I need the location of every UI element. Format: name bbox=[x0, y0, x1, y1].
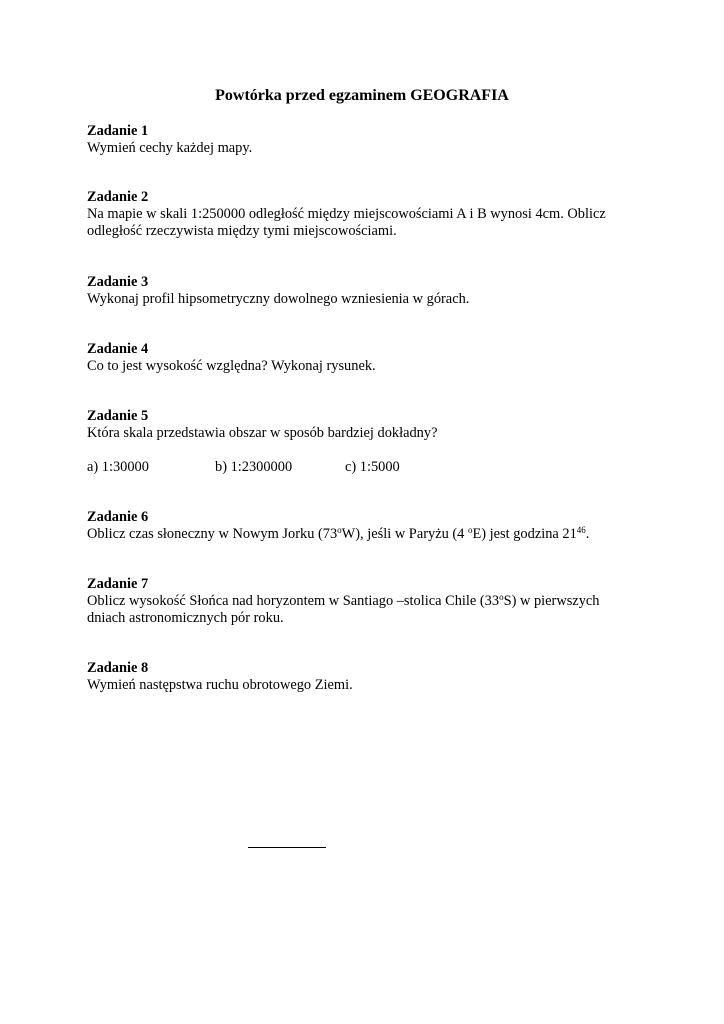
task-5-options bbox=[87, 459, 647, 476]
task-6-text-part-3: E) jest godzina 21 bbox=[472, 526, 577, 542]
page-title: Powtórka przed egzaminem GEOGRAFIA bbox=[215, 87, 509, 104]
task-2-heading: Zadanie 2 bbox=[87, 189, 149, 205]
degree-sign: o bbox=[499, 592, 504, 602]
task-2 bbox=[87, 189, 647, 240]
task-6-text-part-4: . bbox=[585, 526, 590, 542]
task-6-heading: Zadanie 6 bbox=[87, 509, 149, 525]
task-7 bbox=[87, 576, 647, 627]
task-3-heading: Zadanie 3 bbox=[87, 274, 149, 290]
task-8 bbox=[87, 660, 647, 694]
task-5-option-a: a) 1:30000 bbox=[87, 459, 149, 475]
task-8-text: Wymień następstwa ruchu obrotowego Ziemi. bbox=[87, 677, 353, 693]
degree-sign: o bbox=[467, 525, 473, 535]
task-7-heading: Zadanie 7 bbox=[87, 576, 149, 592]
task-5-heading: Zadanie 5 bbox=[87, 408, 149, 424]
task-7-text-line-2: dniach astronomicznych pór roku. bbox=[87, 610, 284, 626]
task-1-text: Wymień cechy każdej mapy. bbox=[87, 140, 253, 156]
task-2-text-line-2: odległość rzeczywista między tymi miejscowościami. bbox=[87, 223, 397, 239]
task-2-text-line-1: Na mapie w skali 1:250000 odległość między miejscowościami A i B wynosi 4cm. Oblicz bbox=[87, 206, 606, 222]
task-8-heading: Zadanie 8 bbox=[87, 660, 149, 676]
task-6-text-part-2: W), jeśli w Paryżu (4 bbox=[341, 526, 468, 542]
task-1 bbox=[87, 123, 647, 157]
task-7-text-part-2: S) w pierwszych bbox=[503, 593, 600, 609]
footer-divider bbox=[248, 847, 326, 848]
task-1-heading: Zadanie 1 bbox=[87, 123, 149, 139]
task-5 bbox=[87, 408, 647, 442]
task-6-text-part-1: Oblicz czas słoneczny w Nowym Jorku (73 bbox=[87, 526, 338, 542]
task-4 bbox=[87, 341, 647, 375]
task-7-text-line-1 bbox=[87, 593, 647, 610]
task-6 bbox=[87, 509, 647, 543]
task-4-text: Co to jest wysokość względna? Wykonaj rysunek. bbox=[87, 358, 376, 374]
task-5-option-b: b) 1:2300000 bbox=[215, 459, 293, 475]
task-3-text: Wykonaj profil hipsometryczny dowolnego wzniesienia w górach. bbox=[87, 291, 470, 307]
task-7-text-part-1: Oblicz wysokość Słońca nad horyzontem w Santiago –stolica Chile (33 bbox=[87, 593, 500, 609]
task-4-heading: Zadanie 4 bbox=[87, 341, 149, 357]
task-3 bbox=[87, 274, 647, 308]
degree-sign: o bbox=[337, 525, 342, 535]
minutes-superscript: 46 bbox=[576, 525, 586, 535]
task-5-text: Która skala przedstawia obszar w sposób bardziej dokładny? bbox=[87, 425, 438, 441]
task-5-option-c: c) 1:5000 bbox=[345, 459, 400, 475]
task-6-text bbox=[87, 526, 647, 543]
